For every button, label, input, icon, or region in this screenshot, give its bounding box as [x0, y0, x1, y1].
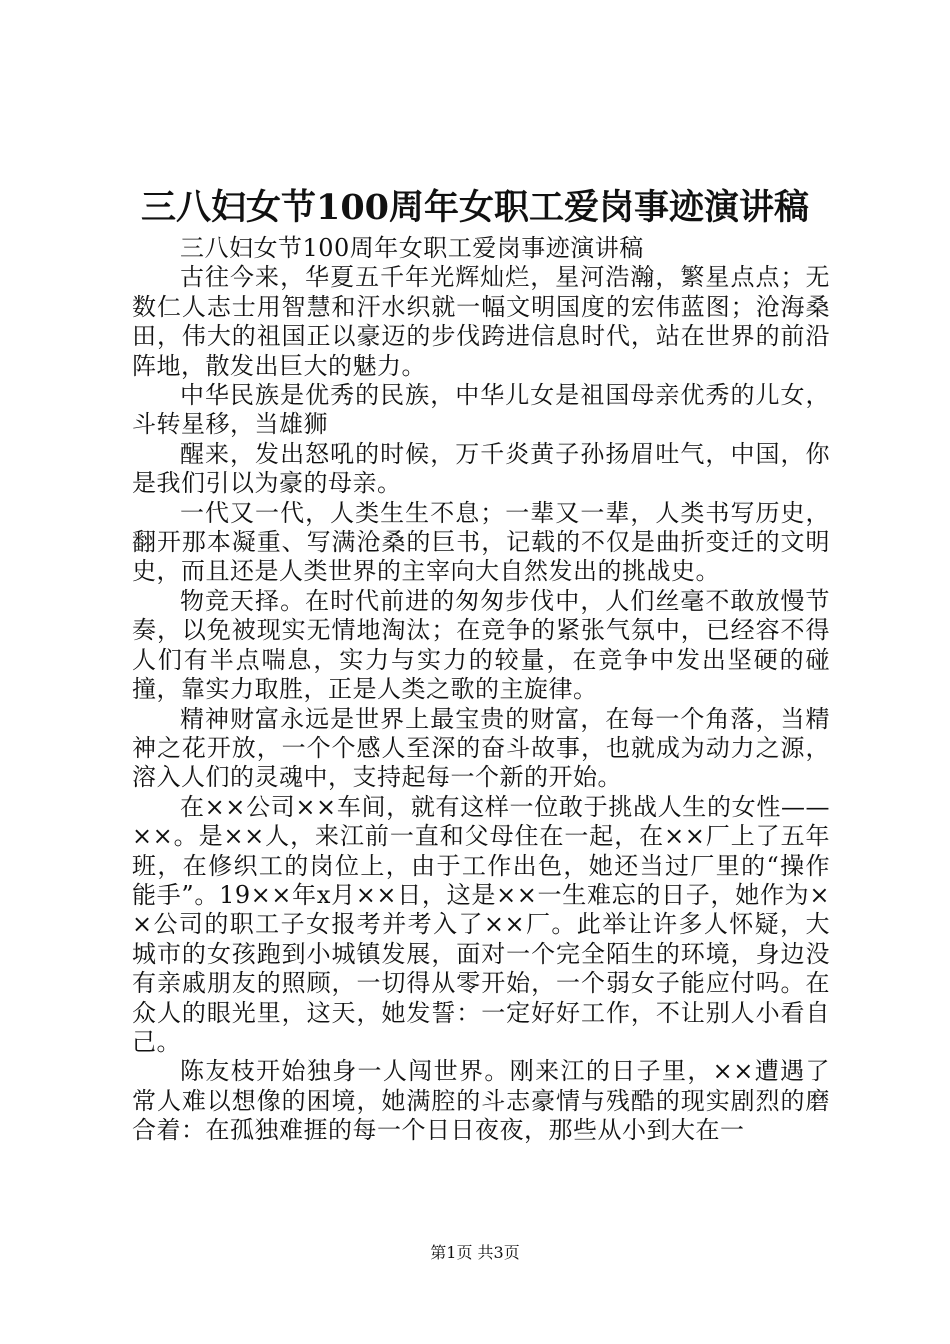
paragraph: 一代又一代，人类生生不息；一辈又一辈，人类书写历史，翻开那本凝重、写满沧桑的巨书，记载的不仅是曲折变迁的文明史，而且还是人类世界的主宰向大自然发出的挑战史。: [132, 498, 830, 586]
paragraph: 中华民族是优秀的民族，中华儿女是祖国母亲优秀的儿女，斗转星移，当雄狮: [132, 381, 830, 439]
paragraph: 古往今来，华夏五千年光辉灿烂，星河浩瀚，繁星点点；无数仁人志士用智慧和汗水织就一幅文明国度的宏伟蓝图；沧海桑田，伟大的祖国正以豪迈的步伐跨进信息时代，站在世界的前沿阵地，散发出巨大的魅力。: [132, 263, 830, 380]
document-title: 三八妇女节100周年女职工爱岗事迹演讲稿: [140, 187, 810, 228]
paragraph: 物竞天择。在时代前进的匆匆步伐中，人们丝毫不敢放慢节奏，以免被现实无情地淘汰；在竞争的紧张气氛中，已经容不得人们有半点喘息，实力与实力的较量，在竞争中发出坚硬的碰撞，靠实力取胜，正是人类之歌的主旋律。: [132, 586, 830, 704]
paragraph: 醒来，发出怒吼的时候，万千炎黄子孙扬眉吐气，中国，你是我们引以为豪的母亲。: [132, 439, 830, 498]
paragraph: 精神财富永远是世界上最宝贵的财富，在每一个角落，当精神之花开放，一个个感人至深的奋斗故事，也就成为动力之源，溶入人们的灵魂中，支持起每一个新的开始。: [132, 704, 830, 792]
paragraph: 在××公司××车间，就有这样一位敢于挑战人生的女性——××。是××人，来江前一直和父母住在一起，在××厂上了五年班，在修织工的岗位上，由于工作出色，她还当过厂里的“操作能手”。19××年x月××日，这是××一生难忘的日子，她作为××公司的职工子女报考并考入了××厂。此举让许多人怀疑，大城市的女孩跑到小城镇发展，面对一个完全陌生的环境，身边没有亲戚朋友的照顾，一切得从零开始，一个弱女子能应付吗。在众人的眼光里，这天，她发誓：一定好好工作，不让别人小看自己。: [132, 792, 830, 1056]
paragraph-subtitle: 三八妇女节100周年女职工爱岗事迹演讲稿: [180, 234, 644, 262]
page-number-footer: 第1页 共3页: [430, 1243, 520, 1262]
document-body: [132, 234, 830, 1146]
paragraph: 陈友枝开始独身一人闯世界。刚来江的日子里，××遭遇了常人难以想像的困境，她满腔的斗志豪情与残酷的现实剧烈的磨合着：在孤独难捱的每一个日日夜夜，那些从小到大在一: [132, 1057, 830, 1145]
